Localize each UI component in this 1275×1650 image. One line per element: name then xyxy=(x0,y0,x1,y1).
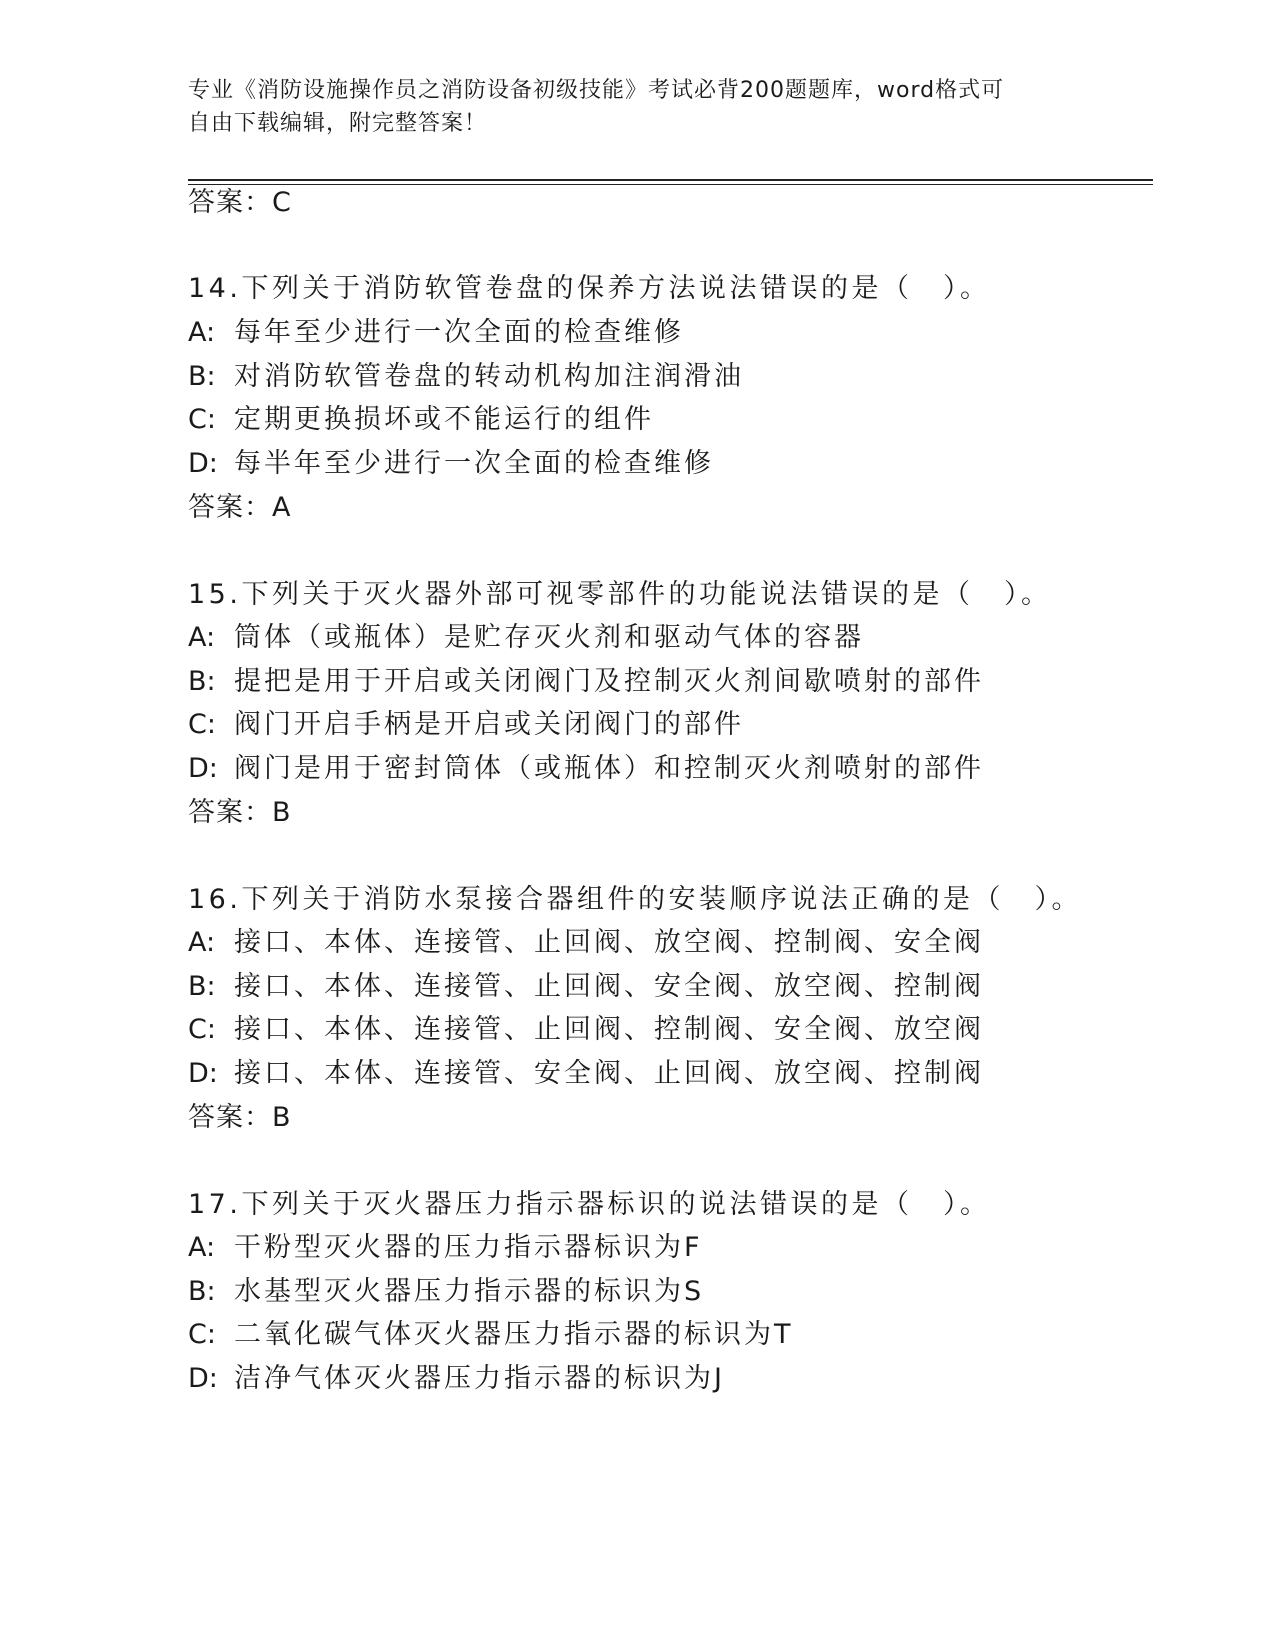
option-text: 筒体（或瓶体）是贮存灭火剂和驱动气体的容器 xyxy=(234,622,864,653)
question-17-option-a xyxy=(188,1231,703,1265)
question-14-stem: 14.下列关于消防软管卷盘的保养方法说法错误的是（ ）。 xyxy=(188,273,991,304)
option-label: D: xyxy=(188,753,218,784)
option-text: 阀门开启手柄是开启或关闭阀门的部件 xyxy=(234,709,744,740)
option-label: D: xyxy=(188,448,218,479)
option-text: 接口、本体、连接管、止回阀、安全阀、放空阀、控制阀 xyxy=(234,971,984,1002)
option-label: C: xyxy=(188,709,216,740)
header-divider-thin xyxy=(188,184,1153,185)
question-16-option-d xyxy=(188,1057,984,1091)
question-15-option-c xyxy=(188,708,744,742)
question-14-option-a xyxy=(188,316,684,350)
header-divider-thick xyxy=(188,179,1153,181)
question-17-option-d xyxy=(188,1362,725,1396)
question-14-option-d xyxy=(188,447,714,481)
question-17-stem: 17.下列关于灭火器压力指示器标识的说法错误的是（ ）。 xyxy=(188,1189,991,1220)
option-text: 对消防软管卷盘的转动机构加注润滑油 xyxy=(234,361,744,392)
option-label: D: xyxy=(188,1363,218,1394)
option-label: A: xyxy=(188,1232,216,1263)
option-label: B: xyxy=(188,1276,216,1307)
question-15-stem: 15.下列关于灭火器外部可视零部件的功能说法错误的是（ ）。 xyxy=(188,579,1052,610)
option-text: 每年至少进行一次全面的检查维修 xyxy=(234,317,684,348)
answer-16: 答案：B xyxy=(188,1102,292,1133)
question-14-option-c xyxy=(188,403,654,437)
option-text: 洁净气体灭火器压力指示器的标识为J xyxy=(234,1363,725,1394)
option-label: B: xyxy=(188,666,216,697)
question-15-option-d xyxy=(188,752,984,786)
option-label: A: xyxy=(188,317,216,348)
question-17-option-b xyxy=(188,1275,704,1309)
question-15-option-a xyxy=(188,621,864,655)
question-14-option-b xyxy=(188,360,744,394)
header-line-1: 专业《消防设施操作员之消防设备初级技能》考试必背200题题库，word格式可 xyxy=(188,78,1005,103)
answer-13: 答案：C xyxy=(188,187,292,218)
option-label: C: xyxy=(188,1014,216,1045)
option-label: B: xyxy=(188,971,216,1002)
option-text: 水基型灭火器压力指示器的标识为S xyxy=(234,1276,705,1307)
option-text: 每半年至少进行一次全面的检查维修 xyxy=(234,448,714,479)
option-text: 阀门是用于密封筒体（或瓶体）和控制灭火剂喷射的部件 xyxy=(234,753,984,784)
question-16-option-a xyxy=(188,926,984,960)
option-text: 二氧化碳气体灭火器压力指示器的标识为T xyxy=(234,1319,794,1350)
option-label: C: xyxy=(188,1319,216,1350)
option-label: D: xyxy=(188,1058,218,1089)
option-label: A: xyxy=(188,622,216,653)
question-16-option-c xyxy=(188,1013,984,1047)
option-text: 接口、本体、连接管、止回阀、放空阀、控制阀、安全阀 xyxy=(234,927,984,958)
option-text: 接口、本体、连接管、止回阀、控制阀、安全阀、放空阀 xyxy=(234,1014,984,1045)
option-label: B: xyxy=(188,361,216,392)
answer-14: 答案：A xyxy=(188,492,292,523)
option-text: 干粉型灭火器的压力指示器标识为F xyxy=(234,1232,703,1263)
option-label: C: xyxy=(188,404,216,435)
option-text: 接口、本体、连接管、安全阀、止回阀、放空阀、控制阀 xyxy=(234,1058,984,1089)
option-text: 定期更换损坏或不能运行的组件 xyxy=(234,404,654,435)
answer-15: 答案：B xyxy=(188,797,292,828)
document-header xyxy=(188,74,1088,140)
header-line-2: 自由下载编辑，附完整答案！ xyxy=(188,111,488,136)
question-17-option-c xyxy=(188,1318,794,1352)
option-text: 提把是用于开启或关闭阀门及控制灭火剂间歇喷射的部件 xyxy=(234,666,984,697)
option-label: A: xyxy=(188,927,216,958)
question-15-option-b xyxy=(188,665,984,699)
question-16-option-b xyxy=(188,970,984,1004)
question-16-stem: 16.下列关于消防水泵接合器组件的安装顺序说法正确的是（ ）。 xyxy=(188,884,1082,915)
